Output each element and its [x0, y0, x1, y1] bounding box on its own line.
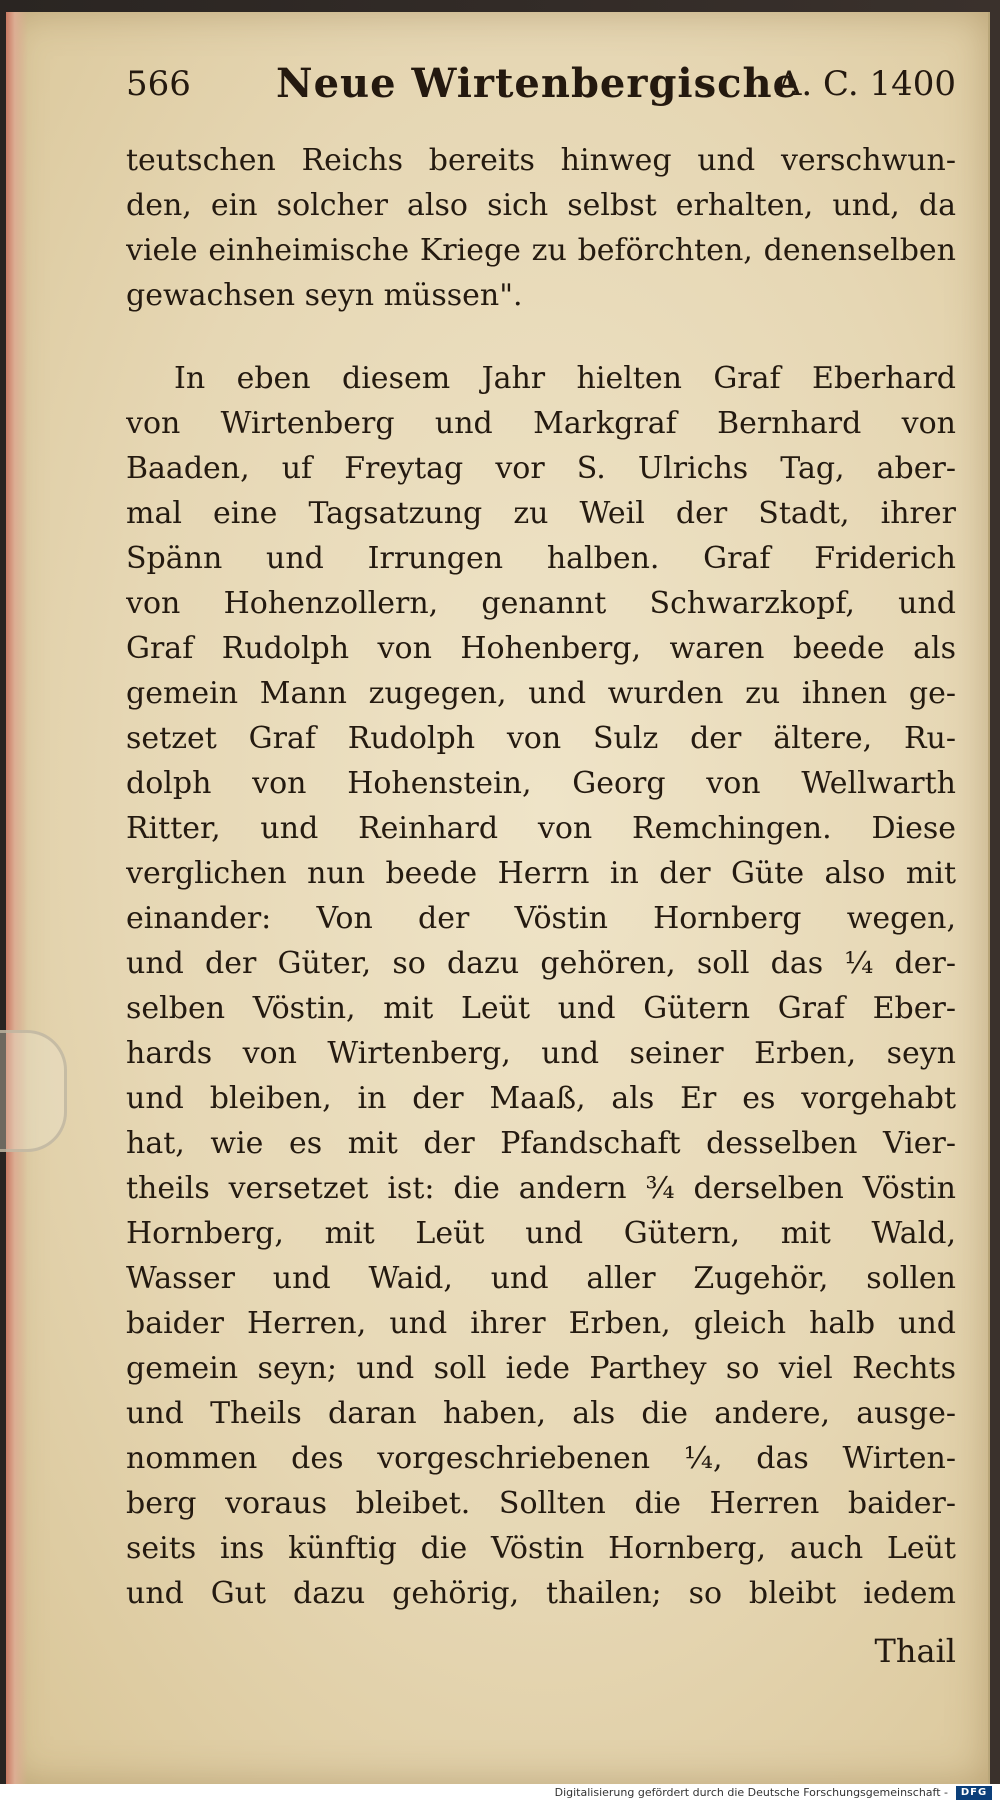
text-line: Wasser und Waid, und aller Zugehör, sollen — [126, 1261, 956, 1296]
text-line: Graf Rudolph von Hohenberg, waren beede als — [126, 631, 956, 666]
body-text — [126, 138, 956, 1616]
text-line: von Hohenzollern, genannt Schwarzkopf, und — [126, 586, 956, 621]
text-line: baider Herren, und ihrer Erben, gleich halb und — [126, 1306, 956, 1341]
text-line: Baaden, uf Freytag vor S. Ulrichs Tag, aber- — [126, 451, 956, 486]
text-line: Ritter, und Reinhard von Remchingen. Diese — [126, 811, 956, 846]
text-line: und Gut dazu gehörig, thailen; so bleibt iedem — [126, 1576, 956, 1611]
text-line: gewachsen seyn müssen". — [126, 278, 523, 313]
dfg-logo[interactable]: DFG — [956, 1786, 992, 1800]
text-line: Spänn und Irrungen halben. Graf Friderich — [126, 541, 956, 576]
text-line: den, ein solcher also sich selbst erhalten, und, da — [126, 188, 956, 223]
catchword: Thail — [874, 1632, 956, 1670]
text-line: von Wirtenberg und Markgraf Bernhard von — [126, 406, 956, 441]
text-line: dolph von Hohenstein, Georg von Wellwarth — [126, 766, 956, 801]
text-line: theils versetzet ist: die andern ¾ derselben Vöstin — [126, 1171, 956, 1206]
text-line: verglichen nun beede Herrn in der Güte also mit — [126, 856, 956, 891]
page-edge-stain — [6, 12, 28, 1784]
text-line: hat, wie es mit der Pfandschaft desselben Vier- — [126, 1126, 956, 1161]
paper-clip-mark — [0, 1030, 67, 1152]
page-header — [126, 56, 956, 116]
text-line: und bleiben, in der Maaß, als Er es vorgehabt — [126, 1081, 956, 1116]
text-line: viele einheimische Kriege zu beförchten, denenselben — [126, 233, 956, 268]
page-number: 566 — [126, 64, 191, 104]
text-line: und der Güter, so dazu gehören, soll das ¼ der- — [126, 946, 956, 981]
digitization-credit: Digitalisierung gefördert durch die Deutsche Forschungsgemeinschaft - — [554, 1786, 948, 1799]
text-line: hards von Wirtenberg, und seiner Erben, seyn — [126, 1036, 956, 1071]
year-marker: A. C. 1400 — [776, 64, 956, 104]
text-line: mal eine Tagsatzung zu Weil der Stadt, ihrer — [126, 496, 956, 531]
text-line: In eben diesem Jahr hielten Graf Eberhard — [174, 361, 956, 396]
text-line: gemein Mann zugegen, und wurden zu ihnen ge- — [126, 676, 956, 711]
running-title: Neue Wirtenbergische — [276, 60, 800, 107]
text-line: setzet Graf Rudolph von Sulz der ältere, Ru- — [126, 721, 956, 756]
text-line: gemein seyn; und soll iede Parthey so viel Rechts — [126, 1351, 956, 1386]
paragraph-gap — [126, 318, 956, 356]
text-line: berg voraus bleibet. Sollten die Herren baider- — [126, 1486, 956, 1521]
text-line: Hornberg, mit Leüt und Gütern, mit Wald, — [126, 1216, 956, 1251]
text-line: teutschen Reichs bereits hinweg und verschwun- — [126, 143, 956, 178]
text-line: seits ins künftig die Vöstin Hornberg, auch Leüt — [126, 1531, 956, 1566]
text-line: und Theils daran haben, als die andere, ausge- — [126, 1396, 956, 1431]
text-line: einander: Von der Vöstin Hornberg wegen, — [126, 901, 956, 936]
text-line: nommen des vorgeschriebenen ¼, das Wirten- — [126, 1441, 956, 1476]
text-line: selben Vöstin, mit Leüt und Gütern Graf Eber- — [126, 991, 956, 1026]
